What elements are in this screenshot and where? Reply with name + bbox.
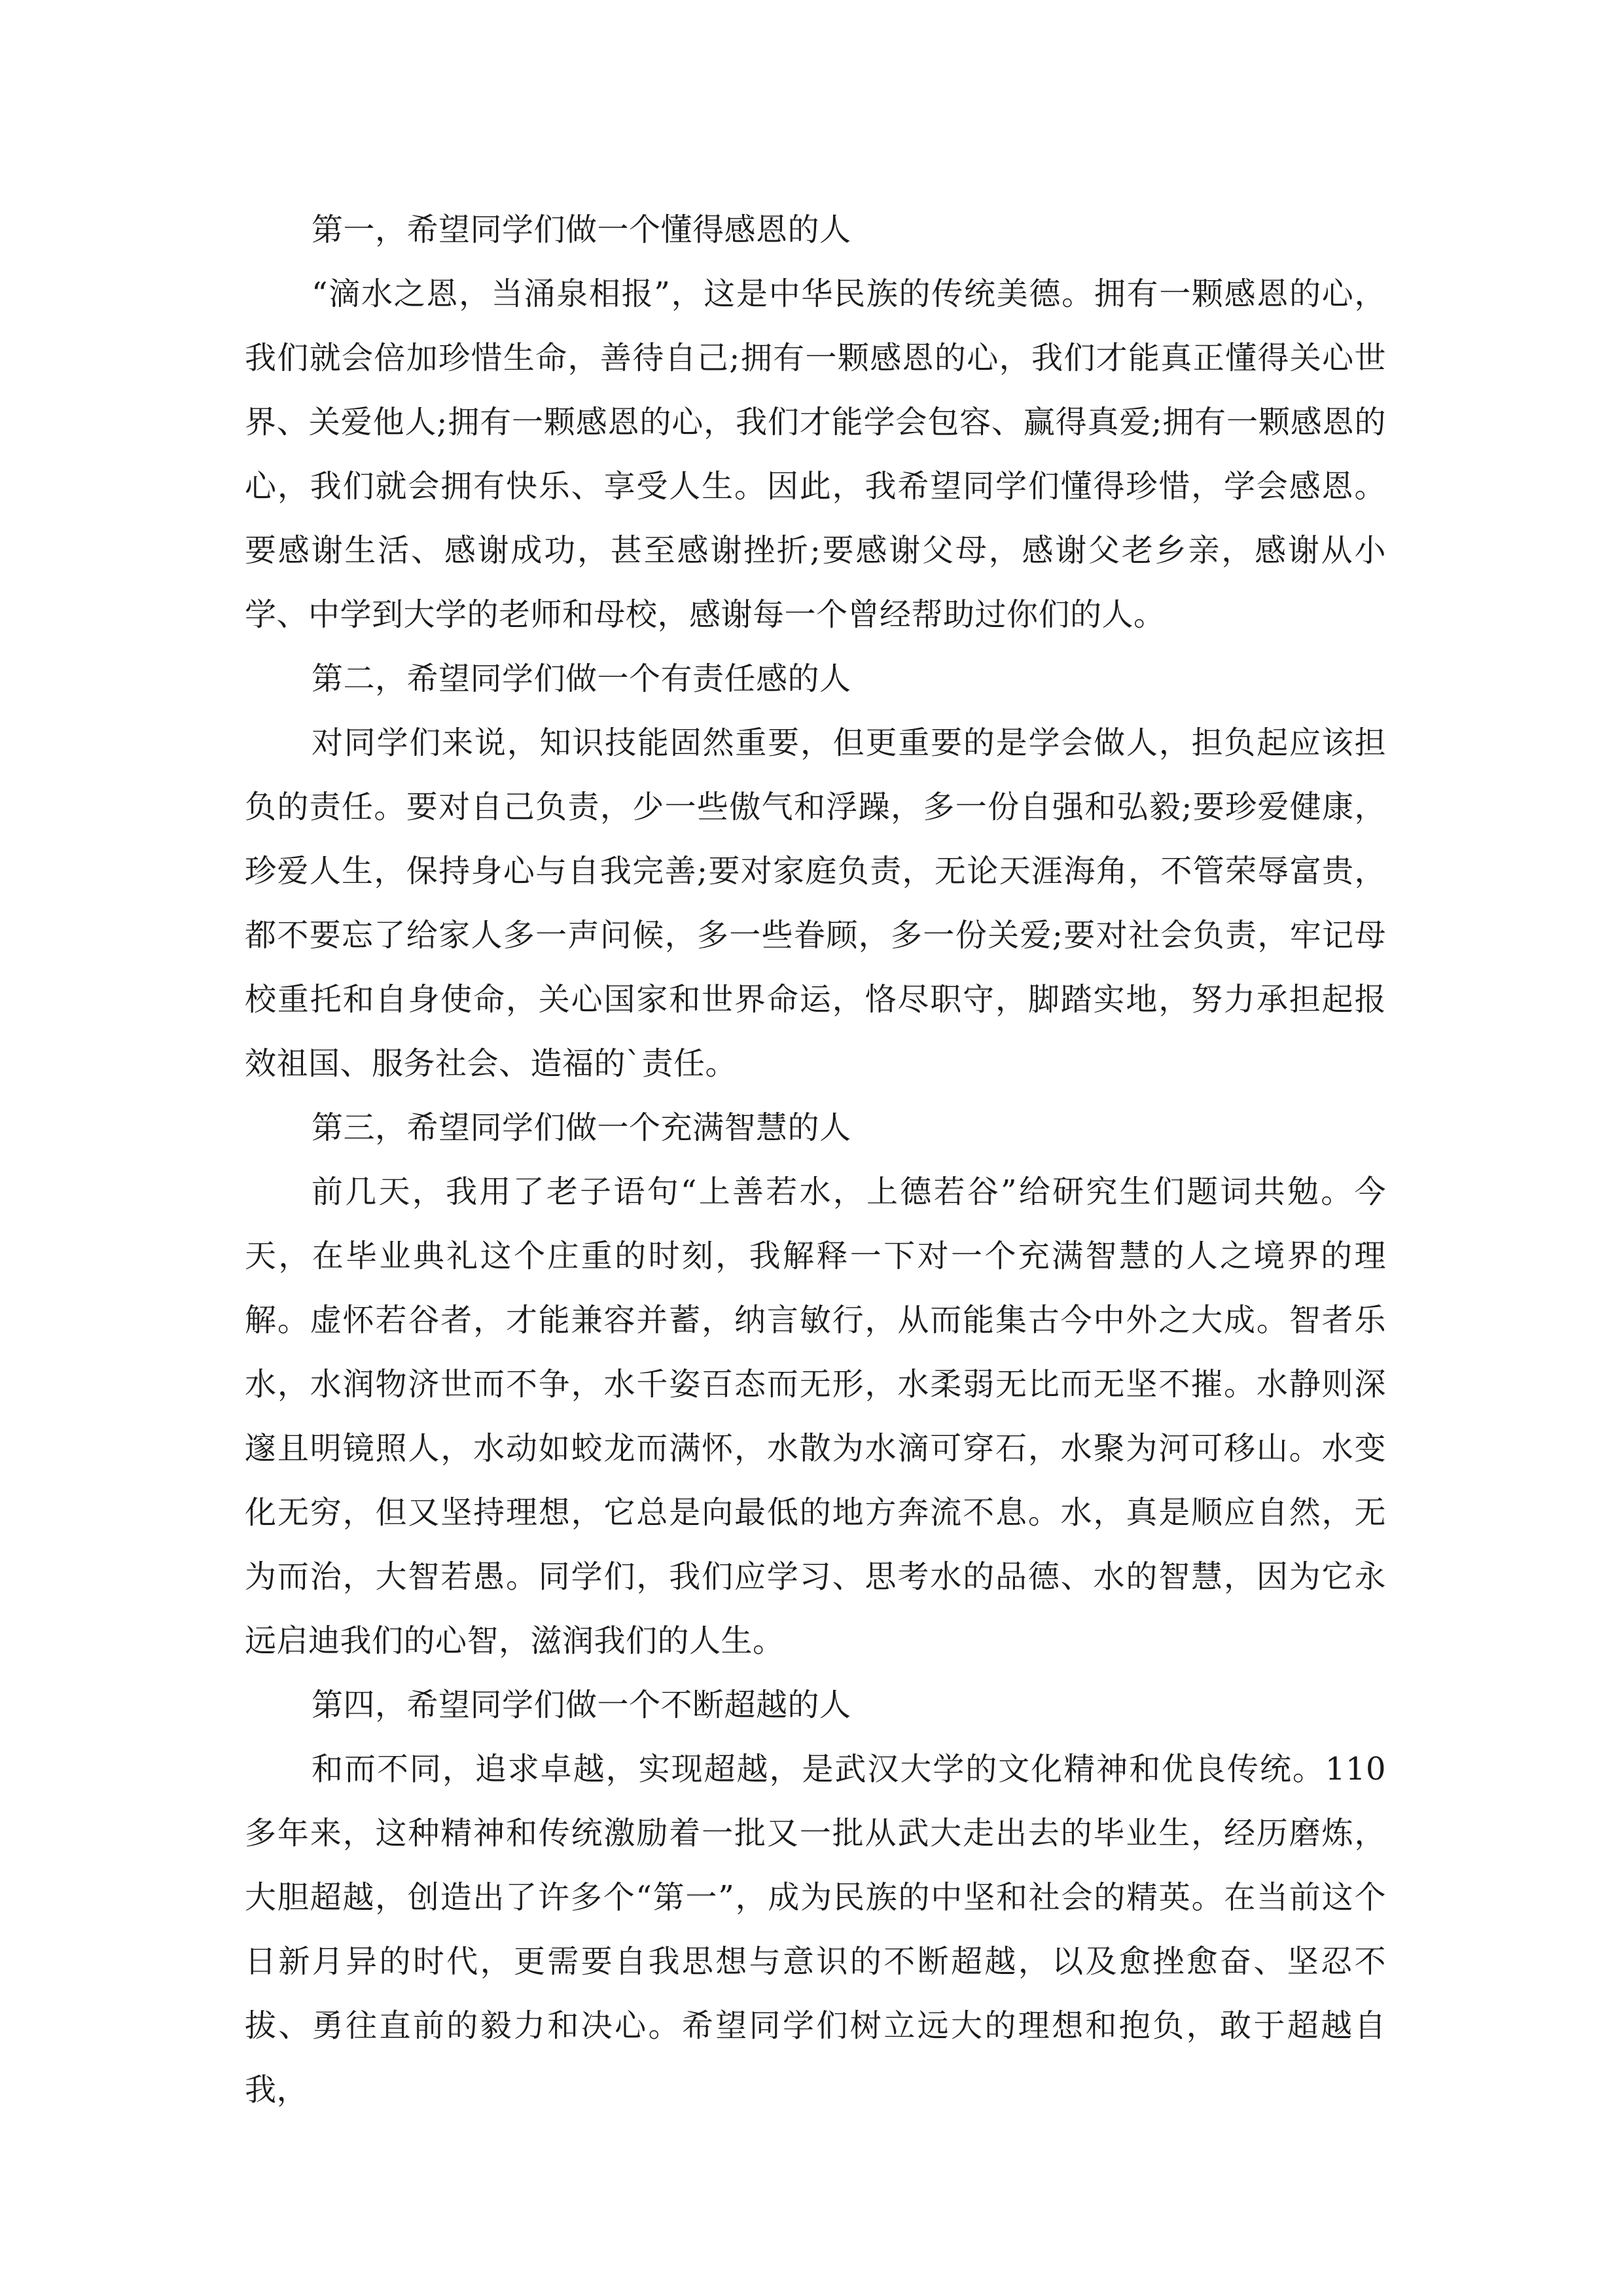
heading-responsibility: 第二，希望同学们做一个有责任感的人 [312, 660, 851, 697]
paragraph-wisdom: 前几天，我用了老子语句“上善若水，上德若谷”给研究生们题词共勉。今天，在毕业典礼这个庄重的时刻，我解释一下对一个充满智慧的人之境界的理解。虚怀若谷者，才能兼容并蓄，纳言敏行，从而能集古今中外之大成。智者乐水，水润物济世而不争，水千姿百态而无形，水柔弱无比而无坚不摧。水静则深邃且明镜照人，水动如蛟龙而满怀，水散为水滴可穿石，水聚为河可移山。水变化无穷，但又坚持理想，它总是向最低的地方奔流不息。水，真是顺应自然，无为而治，大智若愚。同学们，我们应学习、思考水的品德、水的智慧，因为它永远启迪我们的心智，滋润我们的人生。 [245, 1174, 1386, 1659]
document-body [245, 198, 1386, 2122]
paragraph-responsibility: 对同学们来说，知识技能固然重要，但更重要的是学会做人，担负起应该担负的责任。要对自己负责，少一些傲气和浮躁，多一份自强和弘毅;要珍爱健康，珍爱人生，保持身心与自我完善;要对家庭负责，无论天涯海角，不管荣辱富贵，都不要忘了给家人多一声问候，多一些眷顾，多一份关爱;要对社会负责，牢记母校重托和自身使命，关心国家和世界命运，恪尽职守，脚踏实地，努力承担起报效祖国、服务社会、造福的`责任。 [245, 725, 1386, 1082]
heading-wisdom: 第三，希望同学们做一个充满智慧的人 [312, 1109, 851, 1146]
heading-transcendence: 第四，希望同学们做一个不断超越的人 [312, 1687, 851, 1723]
paragraph-transcendence: 和而不同，追求卓越，实现超越，是武汉大学的文化精神和优良传统。110多年来，这种精神和传统激励着一批又一批从武大走出去的毕业生，经历磨炼，大胆超越，创造出了许多个“第一”，成为民族的中坚和社会的精英。在当前这个日新月异的时代，更需要自我思想与意识的不断超越，以及愈挫愈奋、坚忍不拔、勇往直前的毅力和决心。希望同学们树立远大的理想和抱负，敢于超越自我， [245, 1751, 1386, 2108]
heading-gratitude: 第一，希望同学们做一个懂得感恩的人 [312, 211, 851, 248]
paragraph-gratitude: “滴水之恩，当涌泉相报”，这是中华民族的传统美德。拥有一颗感恩的心，我们就会倍加珍惜生命，善待自己;拥有一颗感恩的心，我们才能真正懂得关心世界、关爱他人;拥有一颗感恩的心，我们才能学会包容、赢得真爱;拥有一颗感恩的心，我们就会拥有快乐、享受人生。因此，我希望同学们懂得珍惜，学会感恩。要感谢生活、感谢成功，甚至感谢挫折;要感谢父母，感谢父老乡亲，感谢从小学、中学到大学的老师和母校，感谢每一个曾经帮助过你们的人。 [245, 276, 1386, 633]
